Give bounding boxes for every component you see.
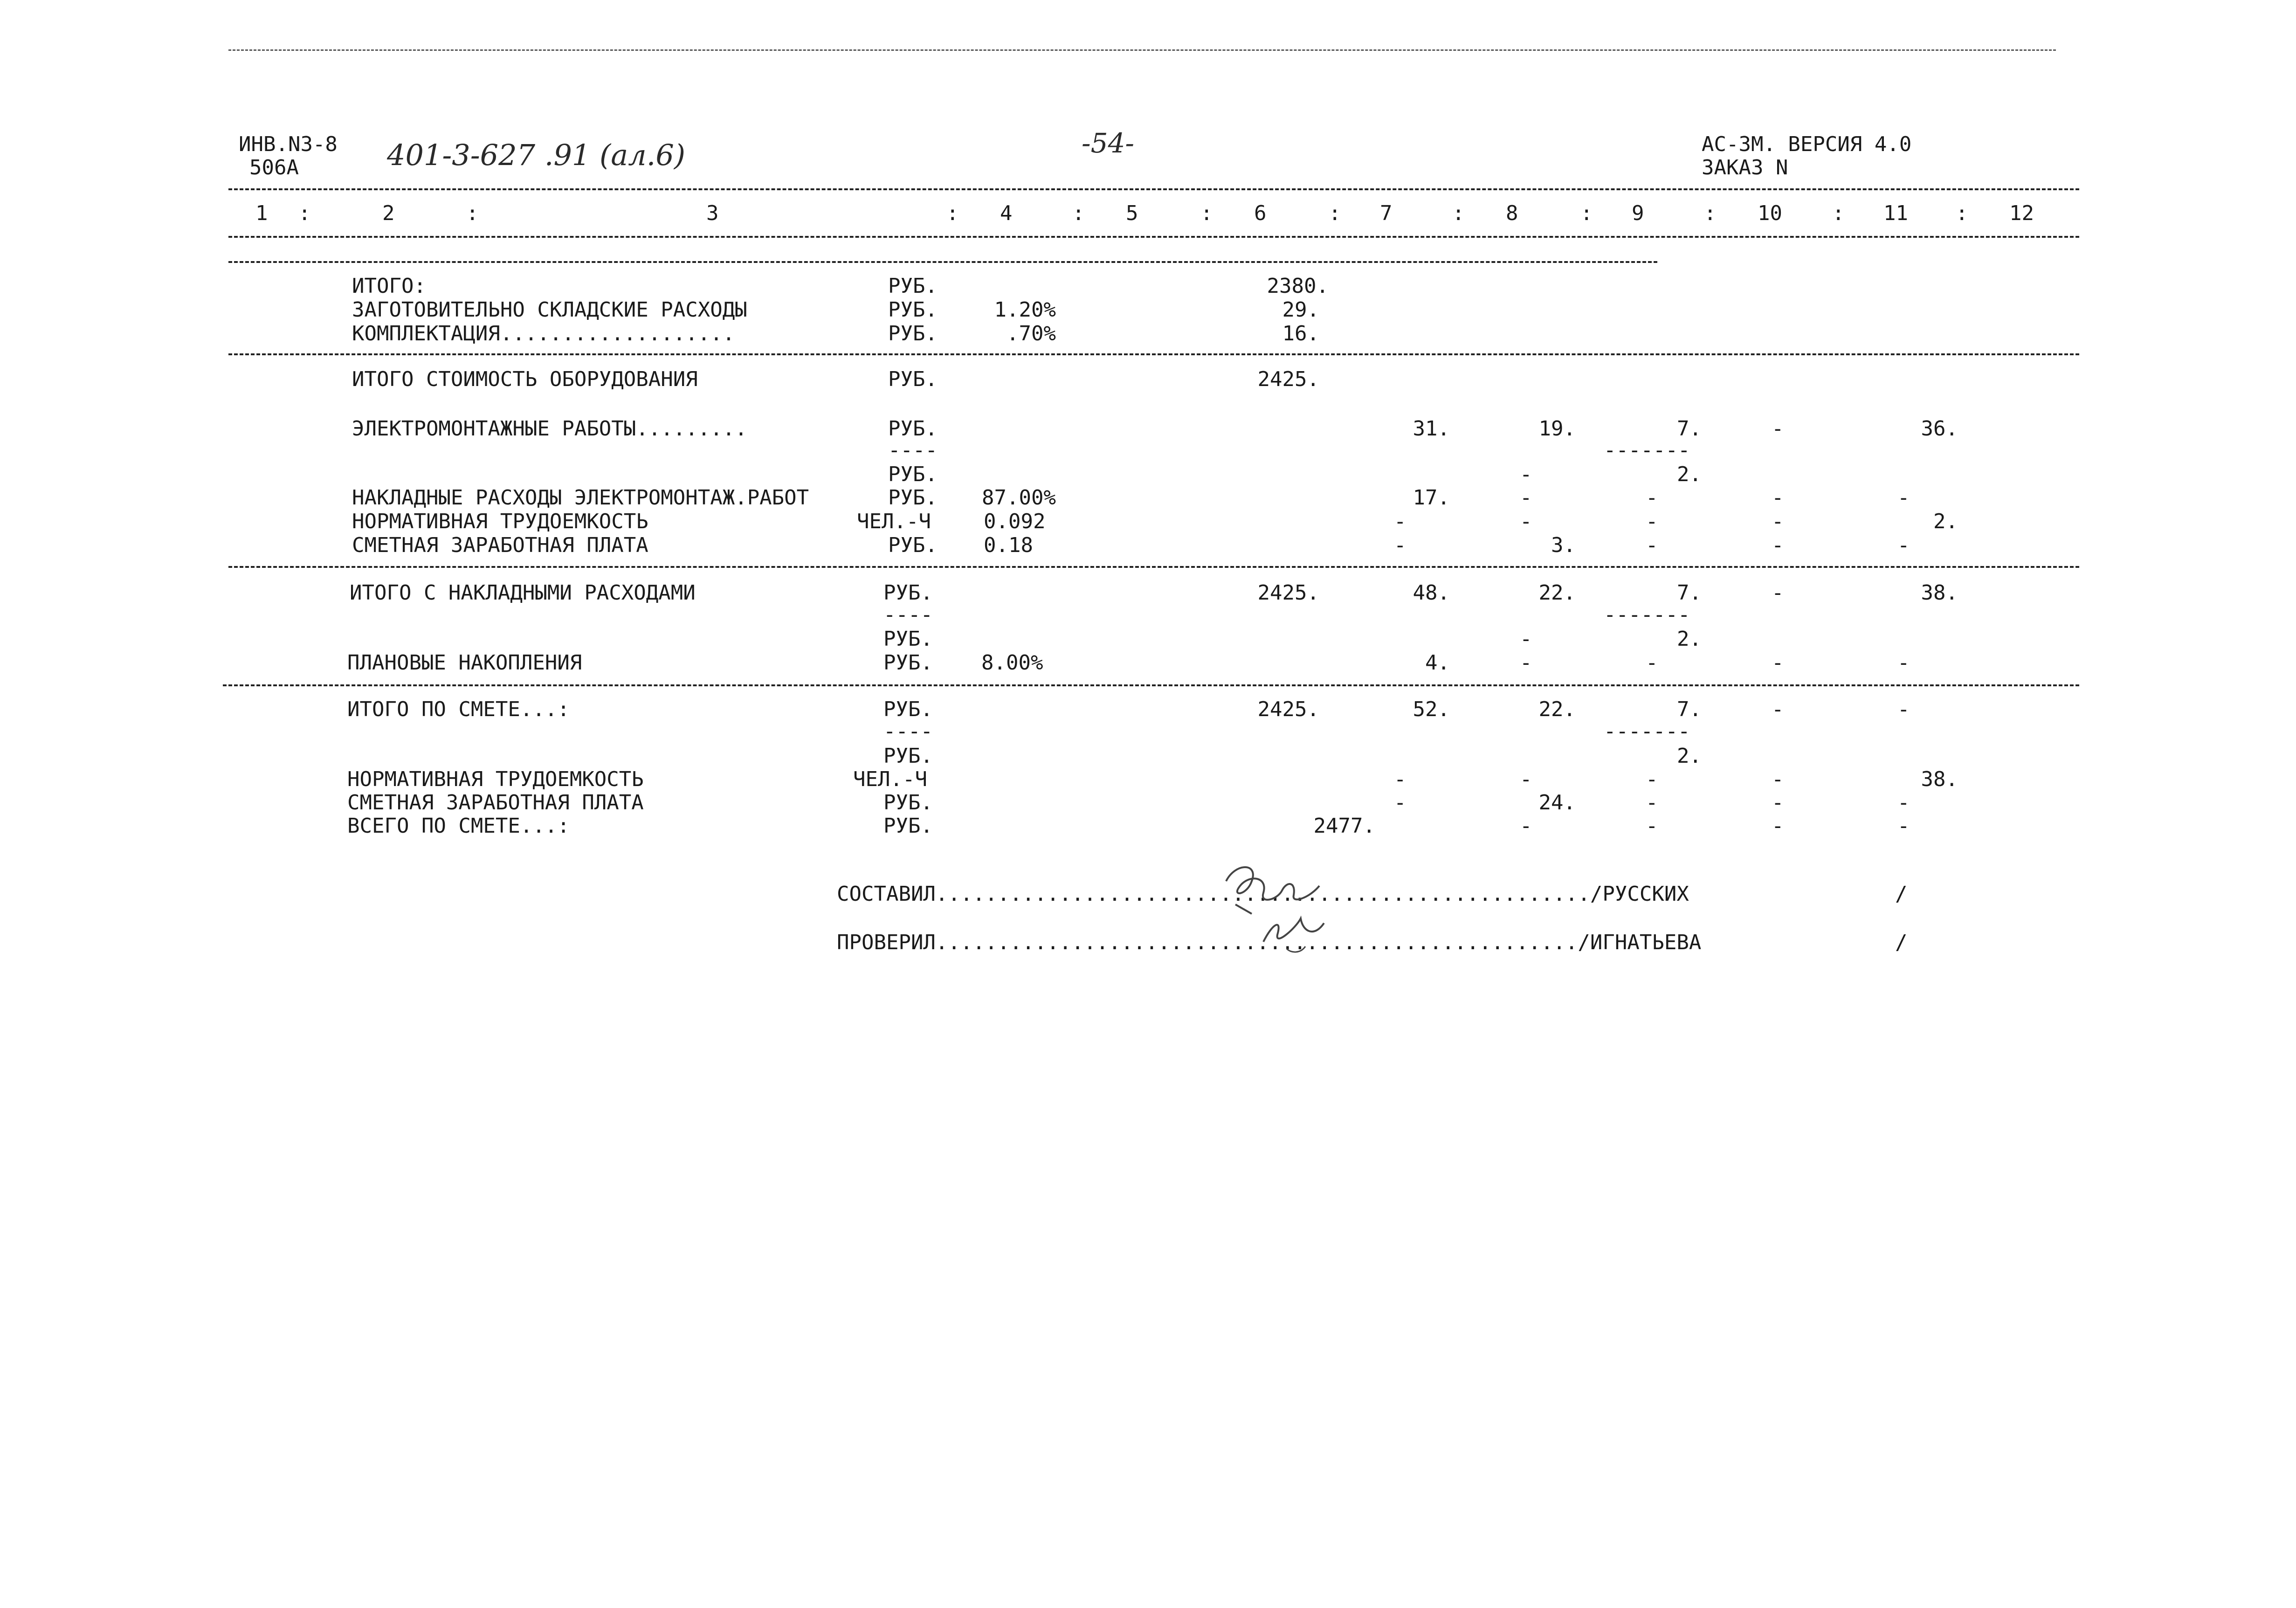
cell-col10: -: [1772, 581, 1784, 605]
cell-col6: 2380.: [1267, 274, 1329, 298]
cell-col10: -: [1772, 486, 1784, 510]
column-header-rule: [228, 236, 2079, 238]
cell-col11: 38.: [1921, 581, 1958, 605]
row-unit: РУБ.: [883, 744, 933, 768]
cell-col9: 2.: [1677, 462, 1702, 486]
cell-col11: 2.: [1933, 510, 1958, 533]
cell-col8: 22.: [1538, 581, 1576, 605]
row-unit: РУБ.: [888, 533, 938, 557]
checked-slash: /: [1895, 931, 1908, 954]
handwritten-project-code: 401-3-627 .91 (ал.6): [387, 138, 686, 172]
cell-col7: -: [1394, 791, 1407, 814]
row-unit: РУБ.: [883, 581, 933, 605]
cell-col8: -: [1520, 510, 1532, 533]
cell-col7: 48.: [1413, 581, 1450, 605]
cell-col9: 7.: [1677, 417, 1702, 441]
row-unit: ЧЕЛ.-Ч: [853, 767, 927, 791]
row-label: ИТОГО С НАКЛАДНЫМИ РАСХОДАМИ: [350, 581, 696, 605]
cell-col8: -: [1520, 767, 1532, 791]
cell-col9: -: [1646, 486, 1658, 510]
col-9: 9: [1632, 201, 1644, 225]
cell-col9: -: [1646, 533, 1658, 557]
cell-col4: .70%: [1007, 322, 1056, 345]
col-5: 5: [1126, 201, 1138, 225]
col-sep: :: [946, 201, 959, 225]
cell-col7: 31.: [1413, 417, 1450, 441]
cell-col9: -: [1646, 651, 1658, 675]
col-2: 2: [382, 201, 395, 225]
row-label: СМЕТНАЯ ЗАРАБОТНАЯ ПЛАТА: [352, 533, 648, 557]
row-unit: РУБ.: [883, 814, 933, 838]
col9-separator: -------: [1604, 719, 1690, 743]
row-label: ЭЛЕКТРОМОНТАЖНЫЕ РАБОТЫ.........: [352, 417, 747, 441]
cell-col8: -: [1520, 462, 1532, 486]
section-rule: [228, 566, 2079, 568]
cell-col9: 2.: [1677, 627, 1702, 651]
cell-col8: -: [1520, 627, 1532, 651]
col9-separator: -------: [1604, 603, 1690, 627]
row-label: ИТОГО ПО СМЕТЕ...:: [347, 697, 570, 721]
row-unit: РУБ.: [883, 697, 933, 721]
cell-col8: -: [1520, 814, 1532, 838]
col-4: 4: [1000, 201, 1013, 225]
cell-col6: 2477.: [1313, 814, 1375, 838]
col-sep: :: [1452, 201, 1465, 225]
checked-by-line: ПРОВЕРИЛ..................................................../ИГНАТЬЕВА: [837, 931, 1702, 954]
row-label: ИТОГО СТОИМОСТЬ ОБОРУДОВАНИЯ: [352, 367, 698, 391]
cell-col11: -: [1897, 486, 1910, 510]
col-sep: :: [466, 201, 479, 225]
cell-col9: 2.: [1677, 744, 1702, 768]
col-sep: :: [1832, 201, 1845, 225]
row-label: ИТОГО:: [352, 274, 426, 298]
cell-col7: -: [1394, 767, 1407, 791]
row-unit: РУБ.: [883, 627, 933, 651]
cell-col4: 0.092: [984, 510, 1046, 533]
row-label: КОМПЛЕКТАЦИЯ...................: [352, 322, 735, 345]
cell-col7: 17.: [1413, 486, 1450, 510]
col-12: 12: [2009, 201, 2034, 225]
row-label: НОРМАТИВНАЯ ТРУДОЕМКОСТЬ: [347, 767, 644, 791]
cell-col4: 8.00%: [981, 651, 1043, 675]
cell-col9: -: [1646, 510, 1658, 533]
col-8: 8: [1506, 201, 1518, 225]
row-label: НАКЛАДНЫЕ РАСХОДЫ ЭЛЕКТРОМОНТАЖ.РАБОТ: [352, 486, 809, 510]
col-sep: :: [1072, 201, 1085, 225]
cell-col11: 36.: [1921, 417, 1958, 441]
cell-col7: -: [1394, 533, 1407, 557]
cell-col4: 1.20%: [994, 298, 1056, 322]
cell-col7: -: [1394, 510, 1407, 533]
row-label: ПЛАНОВЫЕ НАКОПЛЕНИЯ: [347, 651, 582, 675]
handwritten-signature-mark: [1207, 853, 1347, 960]
row-unit: РУБ.: [888, 322, 938, 345]
page-number: -54-: [1082, 127, 1134, 159]
cell-col10: -: [1772, 417, 1784, 441]
cell-col11: -: [1897, 533, 1910, 557]
row-label: НОРМАТИВНАЯ ТРУДОЕМКОСТЬ: [352, 510, 648, 533]
cell-col10: -: [1772, 533, 1784, 557]
col-3: 3: [706, 201, 719, 225]
row-unit: РУБ.: [888, 274, 938, 298]
cell-col10: -: [1772, 697, 1784, 721]
row-label: ЗАГОТОВИТЕЛЬНО СКЛАДСКИЕ РАСХОДЫ: [352, 298, 747, 322]
order-label: ЗАКАЗ N: [1702, 156, 1788, 179]
cell-col8: 3.: [1551, 533, 1576, 557]
compiled-by-line: СОСТАВИЛ...................................................../РУССКИХ: [837, 882, 1689, 906]
cell-col6: 2425.: [1257, 367, 1319, 391]
cell-col8: 24.: [1538, 791, 1576, 814]
cell-col11: -: [1897, 651, 1910, 675]
col-sep: :: [298, 201, 311, 225]
section-top-rule: [228, 261, 1657, 263]
cell-col6: 2425.: [1257, 581, 1319, 605]
cell-col7: 52.: [1413, 697, 1450, 721]
cell-col6: 29.: [1282, 298, 1319, 322]
col-sep: :: [1580, 201, 1593, 225]
header-rule: [228, 188, 2079, 190]
cell-col8: -: [1520, 651, 1532, 675]
col9-separator: -------: [1604, 438, 1690, 462]
cell-col10: -: [1772, 651, 1784, 675]
version-label: АС-ЗМ. ВЕРСИЯ 4.0: [1702, 132, 1912, 156]
cell-col4: 87.00%: [982, 486, 1056, 510]
cell-col11: -: [1897, 697, 1910, 721]
col-6: 6: [1254, 201, 1267, 225]
row-unit: ЧЕЛ.-Ч: [857, 510, 931, 533]
cell-col9: -: [1646, 767, 1658, 791]
inventory-number: ИНВ.N3-8: [239, 132, 338, 156]
col-10: 10: [1758, 201, 1782, 225]
cell-col8: 22.: [1538, 697, 1576, 721]
cell-col9: -: [1646, 791, 1658, 814]
row-unit: РУБ.: [883, 791, 933, 814]
col-sep: :: [1704, 201, 1717, 225]
unit-separator: ----: [883, 719, 933, 743]
unit-separator: ----: [888, 438, 938, 462]
row-unit: РУБ.: [888, 486, 938, 510]
row-unit: РУБ.: [888, 462, 938, 486]
row-unit: РУБ.: [888, 417, 938, 441]
cell-col10: -: [1772, 767, 1784, 791]
row-label: СМЕТНАЯ ЗАРАБОТНАЯ ПЛАТА: [347, 791, 644, 814]
cell-col10: -: [1772, 510, 1784, 533]
row-unit: РУБ.: [888, 367, 938, 391]
compiled-slash: /: [1895, 882, 1908, 906]
cell-col9: 7.: [1677, 581, 1702, 605]
cell-col10: -: [1772, 814, 1784, 838]
cell-col6: 16.: [1282, 322, 1319, 345]
cell-col8: -: [1520, 486, 1532, 510]
cell-col9: 7.: [1677, 697, 1702, 721]
col-sep: :: [1329, 201, 1341, 225]
unit-separator: ----: [883, 603, 933, 627]
cell-col11: 38.: [1921, 767, 1958, 791]
cell-col9: -: [1646, 814, 1658, 838]
cell-col7: 4.: [1425, 651, 1450, 675]
section-rule: [223, 684, 2079, 686]
row-unit: РУБ.: [888, 298, 938, 322]
col-1: 1: [255, 201, 268, 225]
cell-col10: -: [1772, 791, 1784, 814]
section-rule: [228, 353, 2079, 355]
cell-col6: 2425.: [1257, 697, 1319, 721]
top-dashed-rule: [228, 49, 2056, 51]
cell-col8: 19.: [1538, 417, 1576, 441]
cell-col4: 0.18: [984, 533, 1033, 557]
col-sep: :: [1956, 201, 1968, 225]
row-unit: РУБ.: [883, 651, 933, 675]
cell-col11: -: [1897, 814, 1910, 838]
col-7: 7: [1380, 201, 1393, 225]
cell-col11: -: [1897, 791, 1910, 814]
col-sep: :: [1200, 201, 1213, 225]
inventory-number-sub: 506А: [249, 156, 299, 179]
col-11: 11: [1883, 201, 1908, 225]
row-label: ВСЕГО ПО СМЕТЕ...:: [347, 814, 570, 838]
